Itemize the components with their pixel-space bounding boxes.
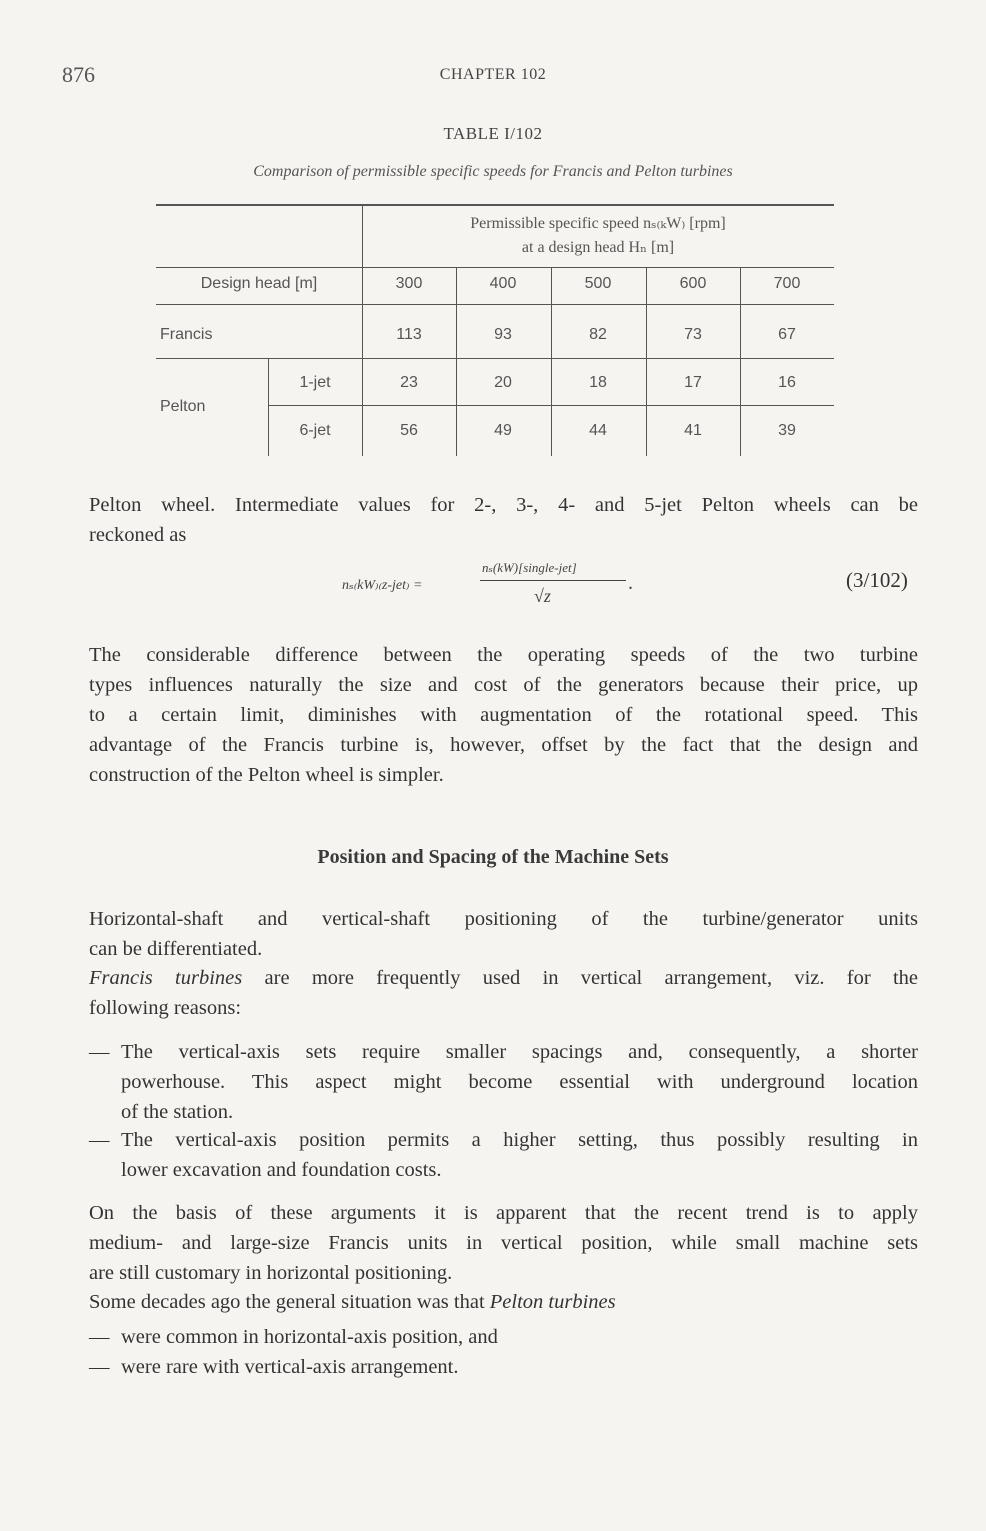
pelton-6jet-value: 39 — [778, 422, 796, 439]
paragraph — [89, 1198, 918, 1288]
francis-value: 113 — [396, 326, 422, 343]
row-label-1-jet: 1-jet — [299, 374, 331, 391]
row-label-francis: Francis — [160, 326, 213, 343]
text-line: to a certain limit, diminishes with augmentation of the rotational speed. This — [89, 704, 918, 726]
table-rule — [156, 304, 834, 305]
row-label-pelton: Pelton — [160, 398, 206, 415]
equation-denominator: √z — [534, 586, 551, 606]
list-item — [89, 1352, 918, 1382]
text-line: construction of the Pelton wheel is simpler. — [89, 764, 444, 786]
italic-term: Pelton turbines — [489, 1291, 616, 1313]
francis-value: 73 — [684, 326, 702, 343]
table-top-rule — [156, 204, 834, 206]
text-line: The vertical-axis position permits a higher setting, thus possibly resulting in — [121, 1129, 918, 1151]
dash-marker: — — [89, 1041, 110, 1063]
text-span: Some decades ago the general situation was that — [89, 1291, 490, 1313]
text-line: advantage of the Francis turbine is, however, offset by the fact that the design and — [89, 734, 918, 756]
text-line: On the basis of these arguments it is apparent that the recent trend is to apply — [89, 1202, 918, 1224]
section-heading: Position and Spacing of the Machine Sets — [317, 846, 669, 868]
paragraph — [89, 640, 918, 790]
pelton-1jet-value: 18 — [589, 374, 607, 391]
table-title: TABLE I/102 — [443, 124, 543, 143]
table-header-line2: at a design head Hₙ [m] — [521, 239, 675, 256]
fraction-bar — [480, 580, 626, 581]
equation-period: . — [628, 572, 633, 594]
text-line: can be differentiated. — [89, 938, 263, 960]
text-line — [89, 963, 918, 993]
text-line: Horizontal-shaft and vertical-shaft positioning of the turbine/generator units — [89, 908, 918, 930]
list-item-text — [121, 1037, 918, 1127]
table-caption: Comparison of permissible specific speeds for Francis and Pelton turbines — [253, 163, 733, 180]
table-rule — [156, 267, 834, 268]
list-item-text — [121, 1125, 918, 1185]
text-line: types influences naturally the size and cost of the generators because their price, up — [89, 674, 918, 696]
list-item-text: were common in horizontal-axis position, and — [121, 1326, 498, 1348]
francis-value: 82 — [589, 326, 607, 343]
pelton-6jet-value: 49 — [494, 422, 512, 439]
text-line — [89, 1287, 918, 1317]
text-line: following reasons: — [89, 997, 242, 1019]
pelton-6jet-value: 41 — [684, 422, 702, 439]
text-line: Pelton wheel. Intermediate values for 2-, 3-, 4- and 5-jet Pelton wheels can be — [89, 494, 918, 516]
head-value: 300 — [395, 275, 423, 292]
text-line: The vertical-axis sets require smaller spacings and, consequently, a shorter — [121, 1041, 918, 1063]
head-value: 600 — [679, 275, 707, 292]
text-line: are still customary in horizontal positioning. — [89, 1262, 453, 1284]
paragraph — [89, 904, 918, 964]
head-value: 400 — [489, 275, 517, 292]
specific-speed-table — [156, 204, 834, 456]
list-item — [89, 1125, 918, 1185]
pelton-1jet-value: 16 — [778, 374, 796, 391]
text-line: medium- and large-size Francis units in vertical position, while small machine sets — [89, 1232, 918, 1254]
dash-marker: — — [89, 1129, 110, 1151]
table-header-line1: Permissible specific speed nₛ₍ₖW₎ [rpm] — [470, 215, 726, 232]
equation-numerator: nₛ(kW)[single-jet] — [482, 560, 577, 575]
table-rule — [156, 358, 834, 359]
text-line: The considerable difference between the operating speeds of the two turbine — [89, 644, 918, 666]
equation-lhs: nₛ₍kW₎₍z-jet₎ = — [342, 578, 423, 593]
running-head: CHAPTER 102 — [439, 66, 547, 83]
pelton-6jet-value: 44 — [589, 422, 607, 439]
dash-marker: — — [89, 1326, 110, 1348]
dash-marker: — — [89, 1356, 110, 1378]
paragraph — [89, 490, 918, 550]
pelton-1jet-value: 20 — [494, 374, 512, 391]
text-span: are more frequently used in vertical arrangement, viz. for the — [242, 967, 919, 989]
paragraph — [89, 963, 918, 1023]
francis-value: 67 — [778, 326, 796, 343]
head-value: 700 — [773, 275, 801, 292]
pelton-1jet-value: 23 — [400, 374, 418, 391]
list-item — [89, 1037, 918, 1127]
list-item — [89, 1322, 918, 1352]
list-item-text: were rare with vertical-axis arrangement. — [121, 1356, 459, 1378]
pelton-1jet-value: 17 — [684, 374, 702, 391]
text-line: lower excavation and foundation costs. — [121, 1159, 442, 1181]
paragraph — [89, 1287, 918, 1317]
pelton-6jet-value: 56 — [400, 422, 418, 439]
head-value: 500 — [584, 275, 612, 292]
row-label-design-head: Design head [m] — [200, 275, 318, 292]
page-number: 876 — [62, 62, 95, 87]
table-rule — [268, 358, 269, 456]
text-line: powerhouse. This aspect might become essential with underground location — [121, 1071, 918, 1093]
italic-term: Francis turbines — [89, 967, 243, 989]
text-line: reckoned as — [89, 524, 187, 546]
row-label-6-jet: 6-jet — [299, 422, 331, 439]
equation — [0, 560, 986, 630]
text-line: of the station. — [121, 1101, 234, 1123]
equation-label: (3/102) — [846, 568, 908, 592]
francis-value: 93 — [494, 326, 512, 343]
